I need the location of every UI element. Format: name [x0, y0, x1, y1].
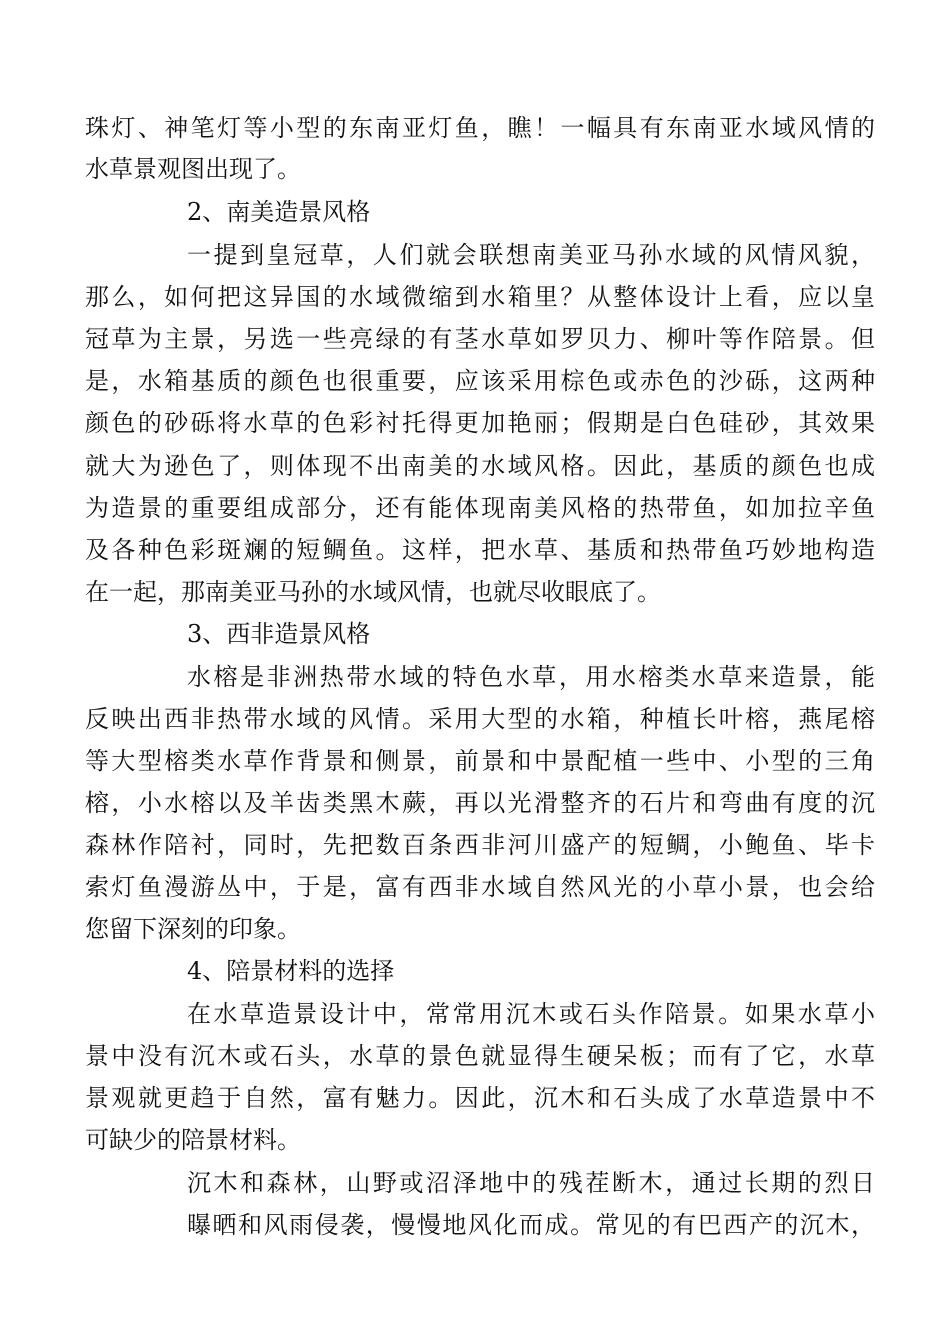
paragraph-line: 水榕是非洲热带水域的特色水草，用水榕类水草来造景，能	[187, 663, 875, 691]
paragraph-line: 景中没有沉木或石头，水草的景色就显得生硬呆板；而有了它，水草	[85, 1042, 875, 1070]
paragraph-line: 及各种色彩斑斓的短鲷鱼。这样，把水草、基质和热带鱼巧妙地构造	[85, 536, 875, 564]
paragraph-line: 榕，小水榕以及羊齿类黑木蕨，再以光滑整齐的石片和弯曲有度的沉	[85, 789, 875, 817]
paragraph-line: 那么，如何把这异国的水域微缩到水箱里？从整体设计上看，应以皇	[85, 283, 875, 311]
paragraph-line: 一提到皇冠草，人们就会联想南美亚马孙水域的风情风貌，	[187, 241, 875, 269]
paragraph-line: 水草景观图出现了。	[85, 155, 301, 183]
paragraph-line: 在一起，那南美亚马孙的水域风情，也就尽收眼底了。	[85, 578, 661, 606]
paragraph-line: 冠草为主景，另选一些亮绿的有茎水草如罗贝力、柳叶等作陪景。但	[85, 325, 875, 353]
paragraph-line: 颜色的砂砾将水草的色彩衬托得更加艳丽；假期是白色硅砂，其效果	[85, 409, 875, 437]
section-heading: 4、陪景材料的选择	[187, 957, 395, 985]
paragraph-line: 景观就更趋于自然，富有魅力。因此，沉木和石头成了水草造景中不	[85, 1084, 875, 1112]
paragraph-line: 沉木和森林，山野或沼泽地中的残茬断木，通过长期的烈日	[187, 1169, 875, 1197]
section-heading: 3、西非造景风格	[187, 620, 371, 648]
paragraph-line: 为造景的重要组成部分，还有能体现南美风格的热带鱼，如加拉辛鱼	[85, 494, 875, 522]
paragraph-line: 森林作陪衬，同时，先把数百条西非河川盛产的短鲷，小鲍鱼、毕卡	[85, 831, 875, 859]
paragraph-line: 就大为逊色了，则体现不出南美的水域风格。因此，基质的颜色也成	[85, 452, 875, 480]
paragraph-line: 反映出西非热带水域的风情。采用大型的水箱，种植长叶榕，燕尾榕	[85, 705, 875, 733]
paragraph-line: 索灯鱼漫游丛中，于是，富有西非水域自然风光的小草小景，也会给	[85, 873, 875, 901]
paragraph-line: 等大型榕类水草作背景和侧景，前景和中景配植一些中、小型的三角	[85, 747, 875, 775]
paragraph-line: 珠灯、神笔灯等小型的东南亚灯鱼，瞧！一幅具有东南亚水域风情的	[85, 114, 875, 142]
paragraph-line: 曝晒和风雨侵袭，慢慢地风化而成。常见的有巴西产的沉木，	[187, 1211, 875, 1239]
paragraph-line: 可缺少的陪景材料。	[85, 1126, 301, 1154]
paragraph-line: 是，水箱基质的颜色也很重要，应该采用棕色或赤色的沙砾，这两种	[85, 367, 875, 395]
paragraph-line: 您留下深刻的印象。	[85, 915, 301, 943]
section-heading: 2、南美造景风格	[187, 198, 371, 226]
paragraph-line: 在水草造景设计中，常常用沉木或石头作陪景。如果水草小	[187, 1000, 875, 1028]
